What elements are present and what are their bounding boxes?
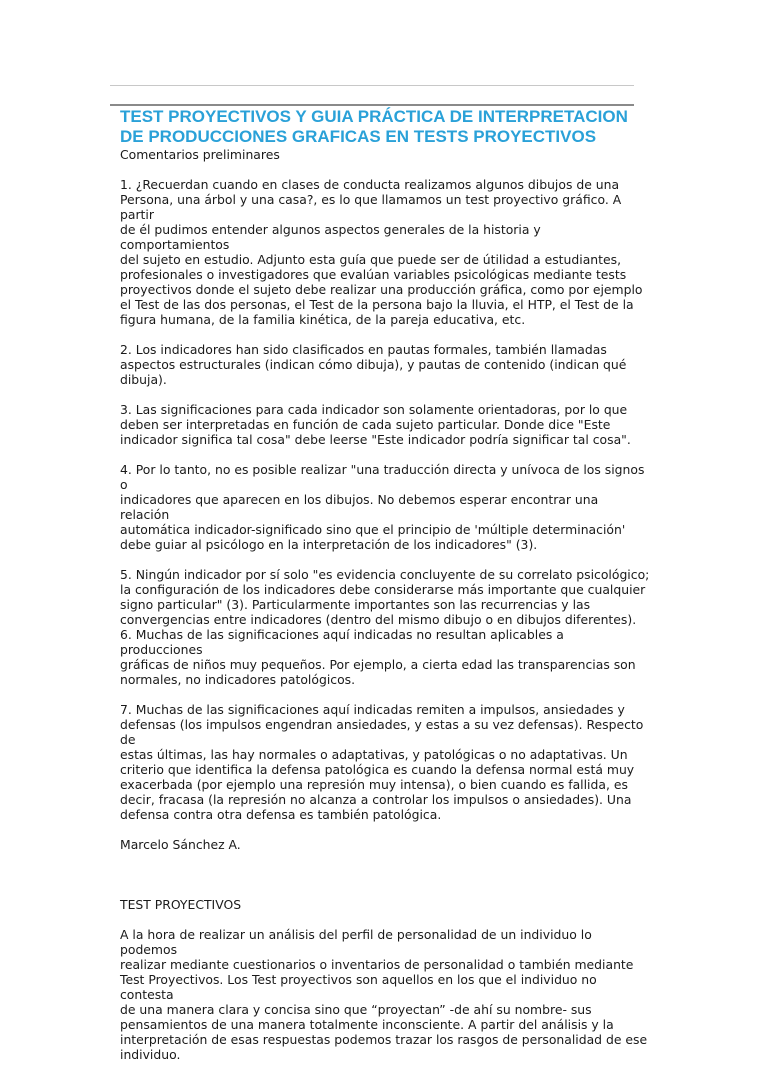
- document-subtitle: Comentarios preliminares: [120, 147, 280, 162]
- header-divider: [110, 104, 634, 106]
- document-body: [120, 107, 650, 1077]
- paragraph-1: 1. ¿Recuerdan cuando en clases de conducta realizamos algunos dibujos de una Persona, una árbol y una casa?, es lo que llamamos un test proyectivo gráfico. A partir de él pudimos entender algunos aspectos generales de la historia y comportamientos del sujeto en estudio. Adjunto esta guía que puede ser de útilidad a estudiantes, profesionales o investigadores que evalúan variables psicológicas mediante tests proyectivos donde el sujeto debe realizar una producción gráfica, como por ejemplo el Test de las dos personas, el Test de la persona bajo la lluvia, el HTP, el Test de la figura humana, de la familia kinética, de la pareja educativa, etc.: [120, 177, 643, 327]
- title-line-1: TEST PROYECTIVOS Y GUIA PRÁCTICA DE INTERPRETACION: [120, 107, 628, 126]
- paragraph-6: 6. Muchas de las significaciones aquí indicadas no resultan aplicables a producciones gráficas de niños muy pequeños. Por ejemplo, a cierta edad las transparencias son normales, no indicadores patológicos.: [120, 627, 636, 687]
- document-title: [120, 107, 650, 147]
- paragraph-7: 7. Muchas de las significaciones aquí indicadas remiten a impulsos, ansiedades y defensas (los impulsos engendran ansiedades, y estas a su vez defensas). Respecto de estas últimas, las hay normales o adaptativas, y patológicas o no adaptativas. Un criterio que identifica la defensa patológica es cuando la defensa normal está muy exacerbada (por ejemplo una represión muy intensa), o bien cuando es fallida, es decir, fracasa (la represión no alcanza a controlar los impulsos o ansiedades). Una defensa contra otra defensa es también patológica.: [120, 702, 644, 822]
- section-heading: TEST PROYECTIVOS: [120, 897, 242, 912]
- paragraph-3: 3. Las significaciones para cada indicador son solamente orientadoras, por lo que deben ser interpretadas en función de cada sujeto particular. Donde dice "Este indicador significa tal cosa" debe leerse "Este indicador podría significar tal cosa".: [120, 402, 631, 447]
- paragraph-5: 5. Ningún indicador por sí solo "es evidencia concluyente de su correlato psicológico; la configuración de los indicadores debe considerarse más importante que cualquier signo particular" (3). Particularmente importantes son las recurrencias y las convergencias entre indicadores (dentro del mismo dibujo o en dibujos diferentes).: [120, 567, 650, 627]
- top-divider: [110, 85, 634, 86]
- author-signature: Marcelo Sánchez A.: [120, 837, 241, 852]
- title-line-2: DE PRODUCCIONES GRAFICAS EN TESTS PROYECTIVOS: [120, 127, 597, 146]
- paragraph-4: 4. Por lo tanto, no es posible realizar "una traducción directa y unívoca de los signos o indicadores que aparecen en los dibujos. No debemos esperar encontrar una relación automática indicador-significado sino que el principio de 'múltiple determinación' debe guiar al psicólogo en la interpretación de los indicadores" (3).: [120, 462, 645, 552]
- paragraph-2: 2. Los indicadores han sido clasificados en pautas formales, también llamadas aspectos estructurales (indican cómo dibuja), y pautas de contenido (indican qué dibuja).: [120, 342, 627, 387]
- section-paragraph: A la hora de realizar un análisis del perfil de personalidad de un individuo lo podemos realizar mediante cuestionarios o inventarios de personalidad o también mediante Test Proyectivos. Los Test proyectivos son aquellos en los que el individuo no contesta de una manera clara y concisa sino que “proyectan” -de ahí su nombre- sus pensamientos de una manera totalmente inconsciente. A partir del análisis y la interpretación de esas respuestas podemos trazar los rasgos de personalidad de ese individuo.: [120, 927, 648, 1062]
